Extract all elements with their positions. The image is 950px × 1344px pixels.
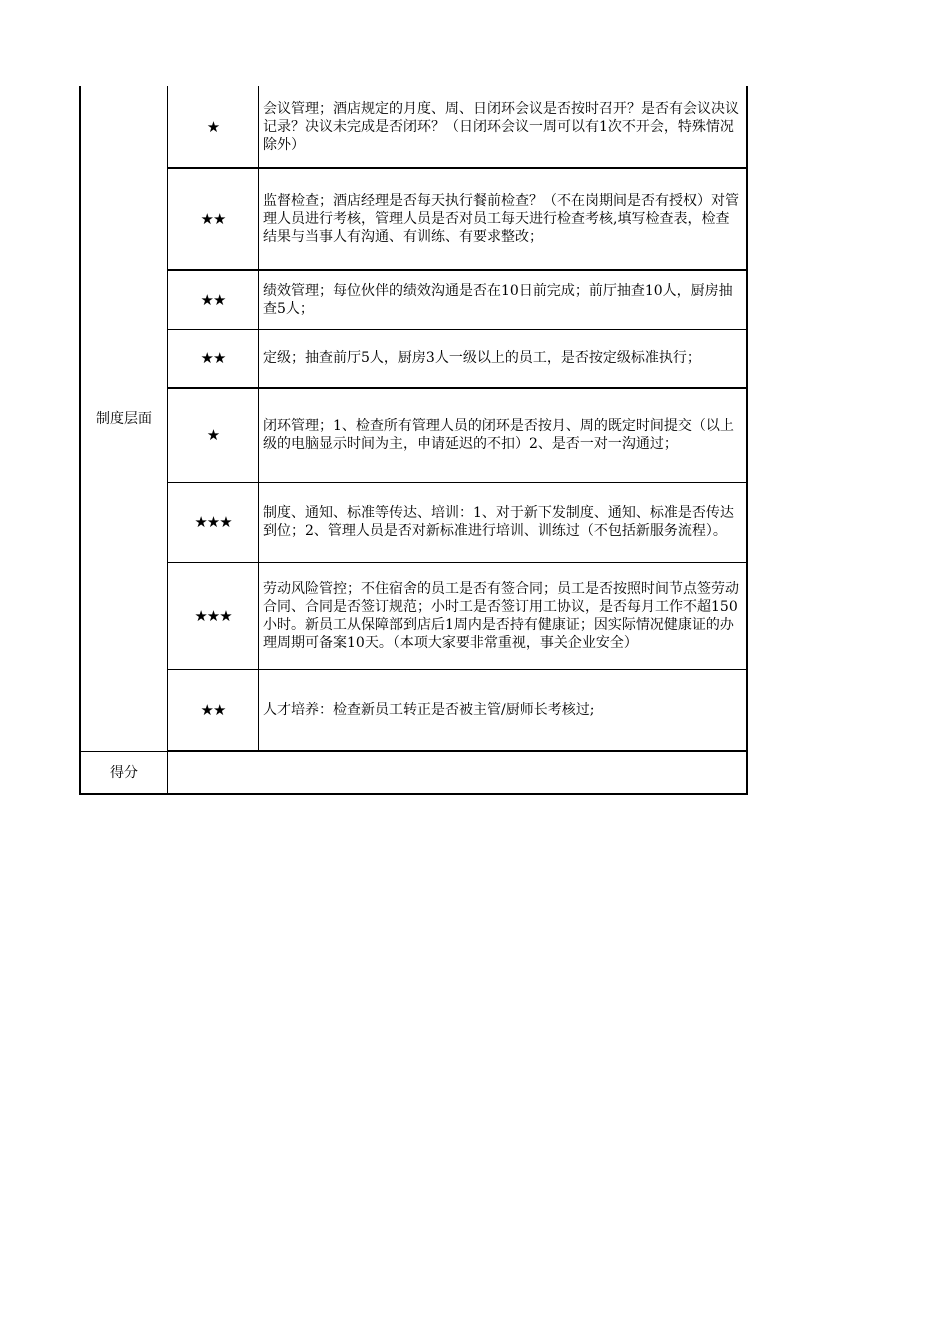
star-rating: ★★ bbox=[168, 270, 259, 329]
check-item-description: 闭环管理；1、检查所有管理人员的闭环是否按月、周的既定时间提交（以上级的电脑显示时间为主，申请延迟的不扣）2、是否一对一沟通过； bbox=[259, 388, 748, 482]
table-row bbox=[80, 482, 747, 562]
category-cell: 制度层面 bbox=[80, 86, 168, 751]
check-item-description: 绩效管理；每位伙伴的绩效沟通是否在10日前完成；前厅抽查10人，厨房抽查5人； bbox=[259, 270, 748, 329]
score-value-cell bbox=[168, 751, 748, 794]
check-item-description: 人才培养：检查新员工转正是否被主管/厨师长考核过; bbox=[259, 669, 748, 751]
table-row bbox=[80, 669, 747, 751]
check-item-description: 制度、通知、标准等传达、培训：1、对于新下发制度、通知、标准是否传达到位；2、管理人员是否对新标准进行培训、训练过（不包括新服务流程）。 bbox=[259, 482, 748, 562]
star-rating: ★★ bbox=[168, 168, 259, 270]
check-item-description: 监督检查；酒店经理是否每天执行餐前检查？（不在岗期间是否有授权）对管理人员进行考核，管理人员是否对员工每天进行检查考核,填写检查表，检查结果与当事人有沟通、有训练、有要求整改； bbox=[259, 168, 748, 270]
check-item-description: 劳动风险管控；不住宿舍的员工是否有签合同；员工是否按照时间节点签劳动合同、合同是否签订规范；小时工是否签订用工协议，是否每月工作不超150小时。新员工从保障部到店后1周内是否持有健康证；因实际情况健康证的办理周期可备案10天。（本项大家要非常重视，事关企业安全） bbox=[259, 562, 748, 669]
star-rating: ★★★ bbox=[168, 562, 259, 669]
score-label: 得分 bbox=[80, 751, 168, 794]
table-row bbox=[80, 329, 747, 388]
table-row bbox=[80, 270, 747, 329]
table-row bbox=[80, 562, 747, 669]
star-rating: ★ bbox=[168, 86, 259, 168]
score-row bbox=[80, 751, 747, 794]
star-rating: ★★ bbox=[168, 329, 259, 388]
check-item-description: 会议管理；酒店规定的月度、周、日闭环会议是否按时召开？是否有会议决议记录？决议未完成是否闭环？（日闭环会议一周可以有1次不开会，特殊情况除外） bbox=[259, 86, 748, 168]
table-row bbox=[80, 168, 747, 270]
check-item-description: 定级；抽查前厅5人，厨房3人一级以上的员工，是否按定级标准执行； bbox=[259, 329, 748, 388]
table-row bbox=[80, 86, 747, 168]
star-rating: ★ bbox=[168, 388, 259, 482]
star-rating: ★★ bbox=[168, 669, 259, 751]
star-rating: ★★★ bbox=[168, 482, 259, 562]
table-row bbox=[80, 388, 747, 482]
audit-table bbox=[79, 86, 748, 795]
